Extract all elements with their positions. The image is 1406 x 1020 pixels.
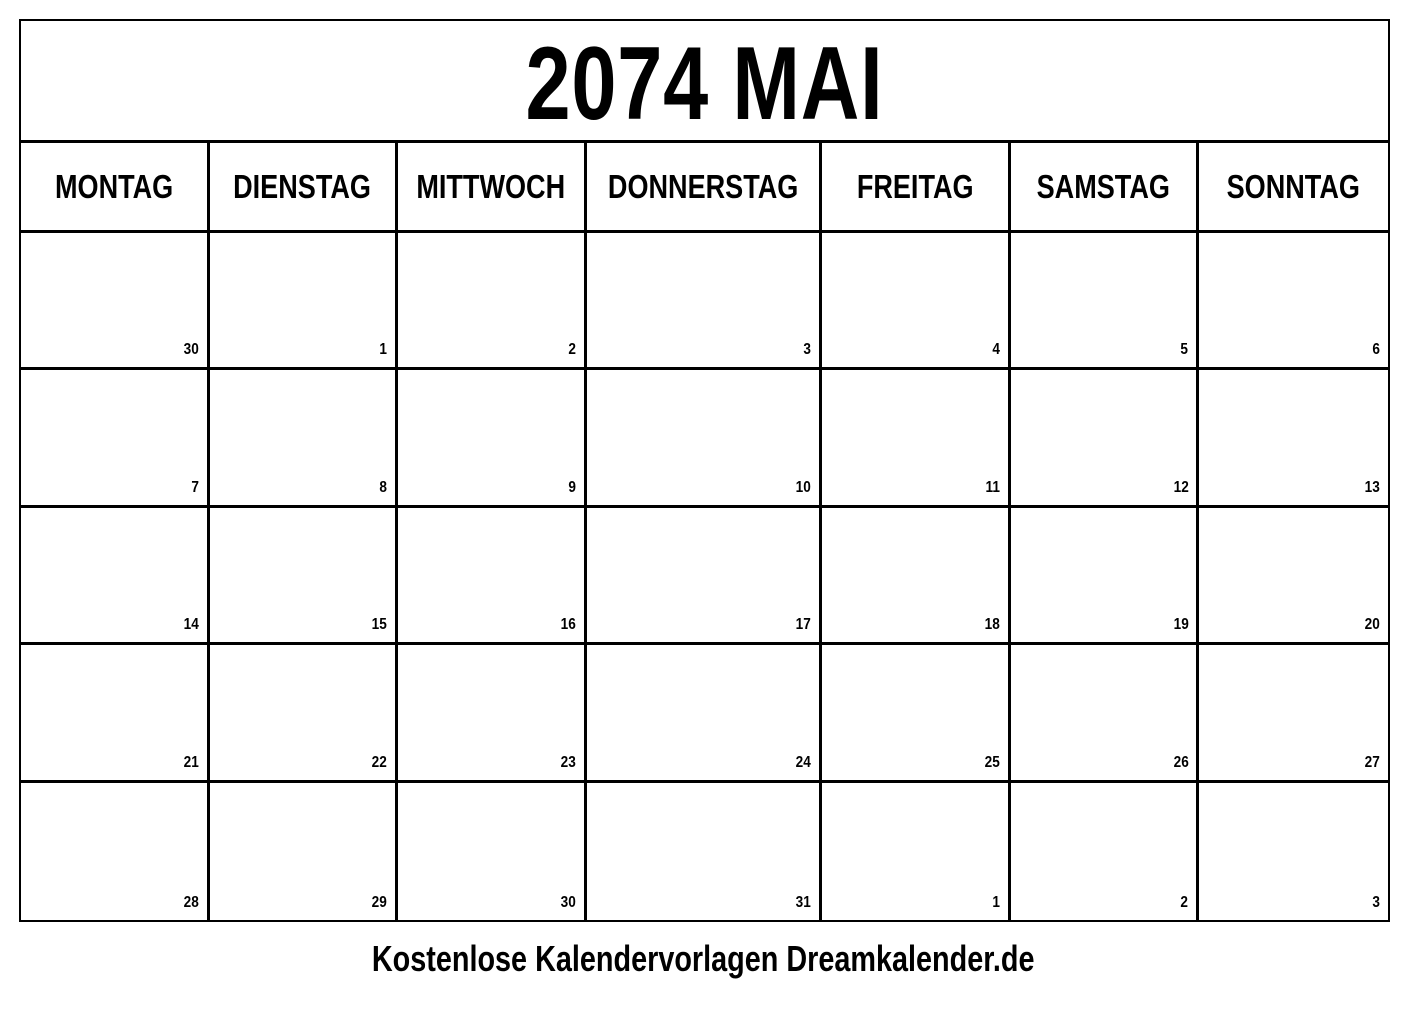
title-row: [21, 21, 1388, 143]
day-number: 2: [568, 341, 576, 359]
day-cell[interactable]: [1199, 233, 1388, 370]
day-number: 28: [183, 893, 199, 911]
day-cell[interactable]: [1011, 508, 1200, 645]
calendar: [19, 19, 1390, 922]
day-cell[interactable]: [1011, 783, 1200, 920]
day-number: 15: [372, 616, 388, 634]
weekday-saturday: [1011, 143, 1200, 233]
weekday-friday: [822, 143, 1011, 233]
day-number: 7: [191, 478, 199, 496]
weekday-label: FREITAG: [856, 167, 974, 205]
day-number: 27: [1364, 753, 1380, 771]
weekday-label: SAMSTAG: [1036, 167, 1171, 205]
day-cell[interactable]: [1011, 370, 1200, 507]
day-number: 1: [379, 341, 388, 359]
weekday-label: DONNERSTAG: [607, 167, 799, 205]
day-number: 16: [560, 616, 576, 634]
day-cell[interactable]: [1199, 783, 1388, 920]
day-number: 22: [372, 753, 388, 771]
day-cell[interactable]: [21, 370, 210, 507]
day-cell[interactable]: [1011, 233, 1200, 370]
weekday-label: MONTAG: [54, 167, 173, 205]
day-number: 29: [372, 893, 388, 911]
day-number: 30: [560, 893, 576, 911]
day-number: 4: [992, 341, 1000, 359]
weekday-monday: [21, 143, 210, 233]
weekday-thursday: [587, 143, 822, 233]
day-number: 21: [183, 753, 199, 771]
day-number: 3: [1372, 893, 1380, 911]
day-cell[interactable]: [210, 645, 399, 782]
day-cell[interactable]: [398, 233, 587, 370]
day-number: 5: [1180, 341, 1189, 359]
day-number: 2: [1180, 893, 1189, 911]
weekday-sunday: [1199, 143, 1388, 233]
calendar-grid: [21, 143, 1388, 920]
day-number: 1: [992, 893, 1000, 911]
weekday-wednesday: [398, 143, 587, 233]
day-cell[interactable]: [822, 783, 1011, 920]
day-cell[interactable]: [398, 783, 587, 920]
day-number: 24: [795, 753, 812, 771]
day-cell[interactable]: [587, 370, 822, 507]
day-cell[interactable]: [1199, 645, 1388, 782]
day-number: 6: [1372, 341, 1380, 359]
day-cell[interactable]: [587, 233, 822, 370]
day-number: 11: [985, 478, 1000, 496]
day-number: 30: [183, 341, 199, 359]
day-number: 26: [1173, 753, 1189, 771]
footer: [0, 938, 1406, 980]
day-number: 31: [795, 893, 812, 911]
weekday-label: DIENSTAG: [233, 167, 372, 205]
day-cell[interactable]: [822, 508, 1011, 645]
day-cell[interactable]: [822, 233, 1011, 370]
day-number: 8: [379, 478, 388, 496]
day-cell[interactable]: [1199, 370, 1388, 507]
day-cell[interactable]: [822, 645, 1011, 782]
day-number: 17: [795, 616, 812, 634]
day-number: 13: [1364, 478, 1380, 496]
weekday-label: SONNTAG: [1227, 167, 1361, 205]
day-number: 19: [1173, 616, 1189, 634]
day-cell[interactable]: [398, 508, 587, 645]
day-number: 9: [568, 478, 576, 496]
day-cell[interactable]: [210, 783, 399, 920]
day-cell[interactable]: [398, 370, 587, 507]
day-number: 18: [984, 616, 1000, 634]
footer-text: Kostenlose Kalendervorlagen Dreamkalender.de: [371, 938, 1035, 979]
day-cell[interactable]: [21, 233, 210, 370]
day-cell[interactable]: [822, 370, 1011, 507]
day-number: 25: [984, 753, 1000, 771]
day-number: 23: [560, 753, 576, 771]
day-cell[interactable]: [21, 508, 210, 645]
day-cell[interactable]: [1011, 645, 1200, 782]
day-number: 10: [795, 478, 812, 496]
day-cell[interactable]: [210, 508, 399, 645]
weekday-tuesday: [210, 143, 399, 233]
day-cell[interactable]: [210, 370, 399, 507]
weekday-label: MITTWOCH: [416, 167, 566, 205]
day-number: 14: [183, 616, 199, 634]
day-cell[interactable]: [587, 645, 822, 782]
day-cell[interactable]: [1199, 508, 1388, 645]
day-cell[interactable]: [21, 645, 210, 782]
day-cell[interactable]: [210, 233, 399, 370]
day-cell[interactable]: [587, 783, 822, 920]
day-number: 20: [1364, 616, 1380, 634]
day-number: 3: [803, 341, 812, 359]
day-number: 12: [1173, 478, 1189, 496]
day-cell[interactable]: [21, 783, 210, 920]
day-cell[interactable]: [398, 645, 587, 782]
calendar-title: 2074 MAI: [525, 25, 884, 142]
day-cell[interactable]: [587, 508, 822, 645]
